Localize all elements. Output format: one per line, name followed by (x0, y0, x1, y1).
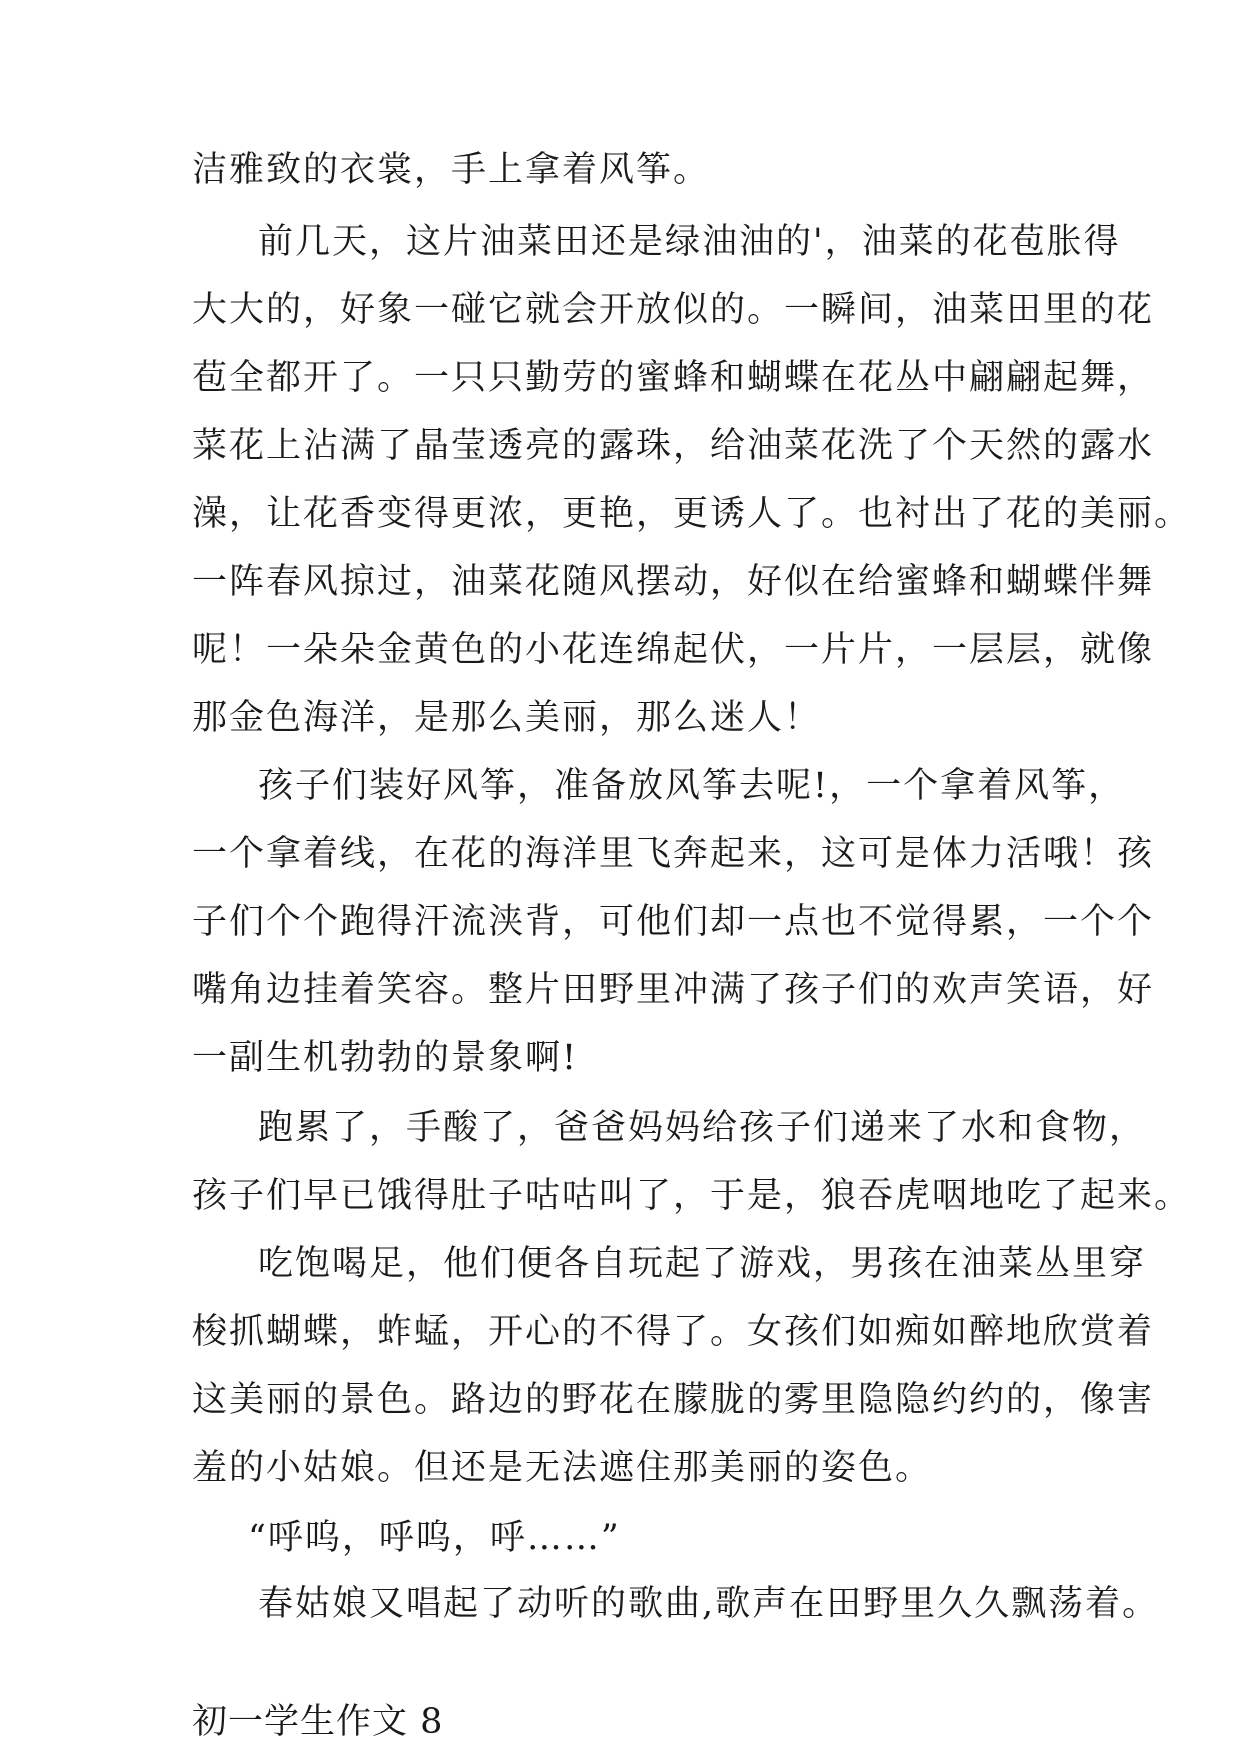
text-line: 呢！一朵朵金黄色的小花连绵起伏，一片片，一层层，就像 (192, 630, 1155, 670)
text-line: 洁雅致的衣裳，手上拿着风筝。 (192, 150, 711, 190)
text-line: 吃饱喝足，他们便各自玩起了游戏，男孩在油菜丛里穿 (258, 1244, 1147, 1284)
text-line: 羞的小姑娘。但还是无法遮住那美丽的姿色。 (192, 1448, 933, 1488)
text-line: 孩子们早已饿得肚子咕咕叫了，于是，狼吞虎咽地吃了起来。 (192, 1176, 1192, 1216)
text-line: 这美丽的景色。路边的野花在朦胧的雾里隐隐约约的，像害 (192, 1380, 1155, 1420)
text-line: 澡，让花香变得更浓，更艳，更诱人了。也衬出了花的美丽。 (192, 494, 1192, 534)
text-line: 孩子们装好风筝，准备放风筝去呢!，一个拿着风筝， (258, 766, 1126, 806)
text-line: 前几天，这片油菜田还是绿油油的'，油菜的花苞胀得 (258, 222, 1121, 262)
text-line: 嘴角边挂着笑容。整片田野里冲满了孩子们的欢声笑语，好 (192, 970, 1155, 1010)
text-line: 一副生机勃勃的景象啊! (192, 1038, 579, 1078)
text-line: 苞全都开了。一只只勤劳的蜜蜂和蝴蝶在花丛中翩翩起舞， (192, 358, 1155, 398)
text-line: 大大的，好象一碰它就会开放似的。一瞬间，油菜田里的花 (192, 290, 1155, 330)
text-line: 一个拿着线，在花的海洋里飞奔起来，这可是体力活哦！孩 (192, 834, 1155, 874)
text-line: 那金色海洋，是那么美丽，那么迷人！ (192, 698, 822, 738)
text-line: 春姑娘又唱起了动听的歌曲,歌声在田野里久久飘荡着。 (258, 1584, 1160, 1624)
text-line: 跑累了，手酸了，爸爸妈妈给孩子们递来了水和食物， (258, 1108, 1147, 1148)
section-heading: 初一学生作文 8 (192, 1702, 444, 1742)
quote-line: “呼呜，呼呜，呼……” (248, 1518, 621, 1558)
text-line: 一阵春风掠过，油菜花随风摆动，好似在给蜜蜂和蝴蝶伴舞 (192, 562, 1155, 602)
text-line: 子们个个跑得汗流浃背，可他们却一点也不觉得累，一个个 (192, 902, 1155, 942)
text-line: 菜花上沾满了晶莹透亮的露珠，给油菜花洗了个天然的露水 (192, 426, 1155, 466)
text-line: 梭抓蝴蝶，蚱蜢，开心的不得了。女孩们如痴如醉地欣赏着 (192, 1312, 1155, 1352)
